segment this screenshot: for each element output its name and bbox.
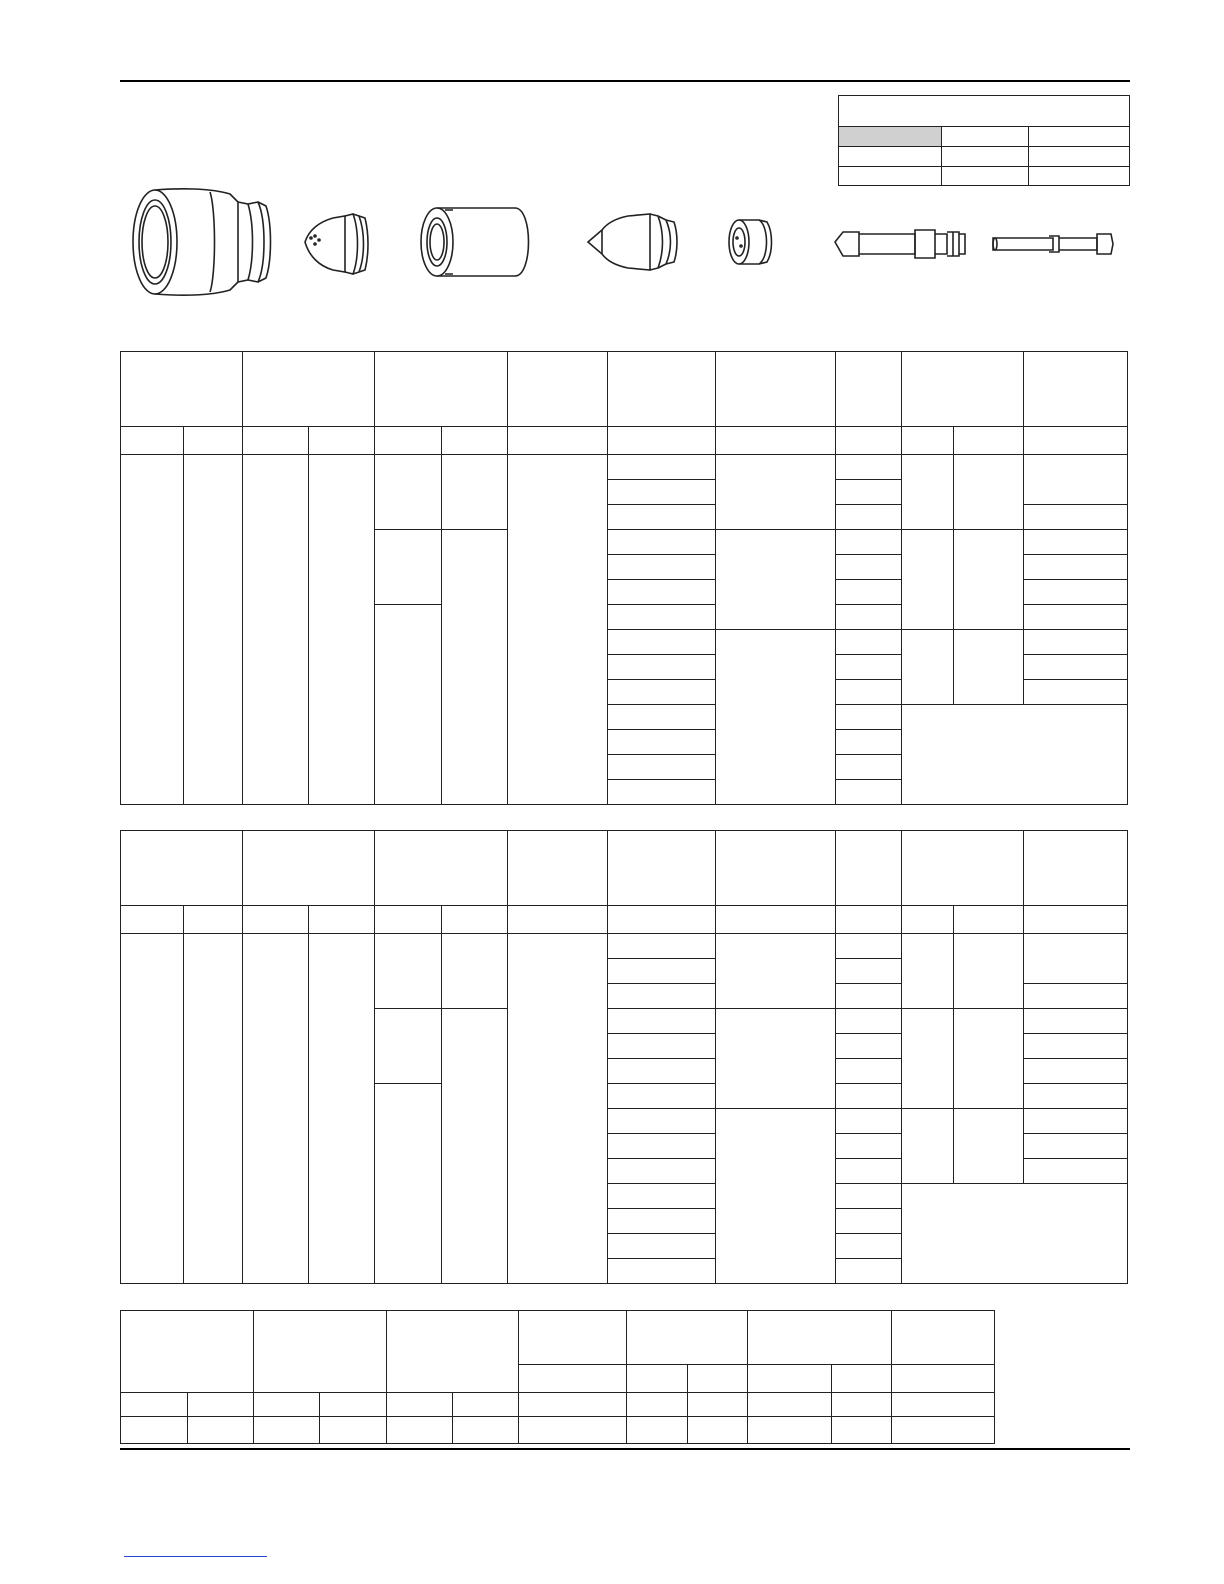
header-cell	[375, 352, 508, 427]
subheader-cell	[184, 906, 243, 934]
data-cell	[1024, 934, 1128, 984]
data-cell	[1024, 984, 1128, 1009]
data-cell	[892, 1393, 995, 1417]
legend-cell	[942, 147, 1029, 167]
data-cell	[608, 680, 716, 705]
data-cell	[836, 1209, 902, 1234]
data-cell	[836, 1159, 902, 1184]
header-cell	[608, 831, 716, 906]
header-cell	[508, 352, 608, 427]
data-cell	[608, 1259, 716, 1284]
data-cell	[442, 1009, 508, 1284]
data-cell	[608, 505, 716, 530]
data-cell	[836, 605, 902, 630]
data-cell	[902, 455, 954, 530]
header-cell	[121, 1311, 254, 1393]
header-cell	[716, 352, 836, 427]
data-cell	[836, 1009, 902, 1034]
data-cell	[608, 1159, 716, 1184]
data-cell	[254, 1393, 320, 1417]
subheader-cell	[375, 906, 442, 934]
data-cell	[1024, 455, 1128, 505]
subheader-cell	[442, 906, 508, 934]
data-cell	[836, 655, 902, 680]
swirl-ring-icon	[729, 220, 772, 264]
data-cell	[608, 780, 716, 805]
subheader-cell	[902, 427, 954, 455]
data-cell	[453, 1393, 519, 1417]
header-cell	[243, 831, 375, 906]
data-cell	[627, 1417, 688, 1444]
subheader-cell	[627, 1365, 688, 1393]
data-cell	[892, 1417, 995, 1444]
header-cell	[1024, 352, 1128, 427]
data-cell	[836, 1059, 902, 1084]
shield-cap-icon	[305, 214, 368, 274]
legend-cell	[839, 147, 942, 167]
subheader-cell	[1024, 427, 1128, 455]
data-cell	[836, 755, 902, 780]
header-cell	[1024, 831, 1128, 906]
header-rule	[120, 80, 1130, 82]
header-cell	[836, 352, 902, 427]
data-cell	[1024, 580, 1128, 605]
data-cell	[309, 934, 375, 1284]
data-cell	[902, 1109, 954, 1184]
data-cell	[836, 505, 902, 530]
header-cell	[387, 1311, 519, 1393]
data-cell	[832, 1417, 892, 1444]
data-cell	[1024, 630, 1128, 655]
data-cell	[716, 1109, 836, 1284]
data-cell	[836, 780, 902, 805]
data-cell	[1024, 1059, 1128, 1084]
data-cell	[836, 984, 902, 1009]
data-cell	[836, 730, 902, 755]
subheader-cell	[608, 906, 716, 934]
data-cell	[954, 455, 1024, 530]
subheader-cell	[832, 1365, 892, 1393]
data-cell	[1024, 530, 1128, 555]
data-cell	[608, 1059, 716, 1084]
data-cell	[1024, 555, 1128, 580]
data-cell	[608, 1209, 716, 1234]
cut-chart-table-1	[120, 351, 1128, 805]
data-cell	[1024, 1134, 1128, 1159]
data-cell	[716, 630, 836, 805]
data-cell	[243, 455, 309, 805]
data-cell	[608, 934, 716, 959]
data-cell	[184, 455, 243, 805]
header-cell	[748, 1311, 892, 1365]
data-cell	[254, 1417, 320, 1444]
legend-cell	[942, 127, 1029, 147]
subheader-cell	[121, 427, 184, 455]
subheader-cell	[608, 427, 716, 455]
data-cell	[608, 984, 716, 1009]
data-cell	[716, 455, 836, 530]
header-cell	[892, 1311, 995, 1365]
data-cell	[375, 934, 442, 1009]
data-cell	[1024, 1109, 1128, 1134]
data-cell	[836, 1084, 902, 1109]
data-cell	[608, 959, 716, 984]
footer-link-underline[interactable]	[124, 1556, 267, 1557]
legend-table	[838, 95, 1130, 186]
data-cell	[836, 1034, 902, 1059]
data-cell	[954, 934, 1024, 1009]
data-cell	[902, 1009, 954, 1109]
header-cell	[508, 831, 608, 906]
data-cell	[716, 530, 836, 630]
nozzle-icon	[588, 214, 677, 270]
data-cell-empty-block	[902, 1184, 1128, 1284]
data-cell	[954, 1009, 1024, 1109]
data-cell	[188, 1417, 254, 1444]
legend-cell	[1029, 147, 1130, 167]
data-cell	[608, 555, 716, 580]
data-cell	[608, 1009, 716, 1034]
header-cell	[836, 831, 902, 906]
data-cell	[121, 934, 184, 1284]
data-cell	[608, 730, 716, 755]
subheader-cell	[309, 427, 375, 455]
data-cell	[121, 1393, 188, 1417]
data-cell	[1024, 605, 1128, 630]
data-cell	[387, 1393, 453, 1417]
data-cell	[954, 530, 1024, 630]
data-cell	[836, 1234, 902, 1259]
subheader-cell	[375, 427, 442, 455]
data-cell	[836, 680, 902, 705]
subheader-cell	[954, 427, 1024, 455]
data-cell	[608, 1034, 716, 1059]
data-cell	[902, 934, 954, 1009]
cut-chart-table-2	[120, 830, 1128, 1284]
data-cell	[184, 934, 243, 1284]
header-cell	[627, 1311, 748, 1365]
data-cell	[508, 934, 608, 1284]
data-cell	[375, 455, 442, 530]
subheader-cell	[688, 1365, 748, 1393]
data-cell	[608, 605, 716, 630]
data-cell	[608, 480, 716, 505]
data-cell	[902, 530, 954, 630]
data-cell	[608, 1234, 716, 1259]
data-cell	[1024, 505, 1128, 530]
subheader-cell	[442, 427, 508, 455]
data-cell	[832, 1393, 892, 1417]
data-cell	[836, 705, 902, 730]
subheader-cell	[716, 906, 836, 934]
data-cell	[836, 530, 902, 555]
data-cell	[608, 455, 716, 480]
data-cell	[243, 934, 309, 1284]
data-cell	[836, 580, 902, 605]
electrode-icon	[835, 230, 965, 258]
data-cell	[716, 934, 836, 1009]
subheader-cell	[954, 906, 1024, 934]
shield-icon	[133, 189, 271, 295]
data-cell	[375, 1009, 442, 1084]
data-cell	[309, 455, 375, 805]
data-cell	[1024, 1084, 1128, 1109]
data-cell	[608, 580, 716, 605]
data-cell	[608, 755, 716, 780]
data-cell	[836, 1134, 902, 1159]
data-cell	[375, 530, 442, 605]
data-cell	[519, 1417, 627, 1444]
data-cell	[121, 455, 184, 805]
data-cell	[836, 1109, 902, 1134]
data-cell	[836, 455, 902, 480]
data-cell	[1024, 1034, 1128, 1059]
subheader-cell	[121, 906, 184, 934]
header-cell	[243, 352, 375, 427]
legend-cell-highlight	[839, 127, 942, 147]
subheader-cell	[243, 427, 309, 455]
data-cell	[608, 630, 716, 655]
header-cell	[519, 1311, 627, 1365]
data-cell	[320, 1393, 387, 1417]
data-cell	[453, 1417, 519, 1444]
header-cell	[254, 1311, 387, 1393]
footer-rule	[120, 1448, 1130, 1450]
data-cell	[748, 1417, 832, 1444]
data-cell	[688, 1393, 748, 1417]
data-cell	[1024, 655, 1128, 680]
data-cell	[375, 1084, 442, 1284]
data-cell	[836, 1184, 902, 1209]
data-cell	[442, 934, 508, 1009]
data-cell	[608, 1184, 716, 1209]
retaining-cap-icon	[421, 208, 529, 276]
header-cell	[121, 352, 243, 427]
data-cell	[836, 934, 902, 959]
data-cell-empty-block	[902, 705, 1128, 805]
header-cell	[902, 831, 1024, 906]
header-cell	[716, 831, 836, 906]
subheader-cell	[184, 427, 243, 455]
data-cell	[519, 1393, 627, 1417]
subheader-cell	[716, 427, 836, 455]
bevel-table	[120, 1310, 995, 1444]
header-cell	[608, 352, 716, 427]
data-cell	[375, 605, 442, 805]
subheader-cell	[508, 906, 608, 934]
subheader-cell	[892, 1365, 995, 1393]
data-cell	[954, 1109, 1024, 1184]
data-cell	[1024, 680, 1128, 705]
data-cell	[836, 480, 902, 505]
data-cell	[608, 705, 716, 730]
data-cell	[954, 630, 1024, 705]
data-cell	[902, 630, 954, 705]
legend-cell	[1029, 127, 1130, 147]
data-cell	[627, 1393, 688, 1417]
subheader-cell	[748, 1365, 832, 1393]
data-cell	[320, 1417, 387, 1444]
legend-title	[839, 96, 1130, 127]
header-cell	[375, 831, 508, 906]
data-cell	[836, 1259, 902, 1284]
data-cell	[608, 1084, 716, 1109]
data-cell	[608, 1109, 716, 1134]
data-cell	[1024, 1009, 1128, 1034]
data-cell	[748, 1393, 832, 1417]
data-cell	[688, 1417, 748, 1444]
data-cell	[836, 630, 902, 655]
data-cell	[608, 1134, 716, 1159]
data-cell	[716, 1009, 836, 1109]
data-cell	[188, 1393, 254, 1417]
data-cell	[1024, 1159, 1128, 1184]
data-cell	[608, 530, 716, 555]
data-cell	[442, 455, 508, 530]
water-tube-icon	[993, 234, 1113, 254]
header-cell	[121, 831, 243, 906]
data-cell	[387, 1417, 453, 1444]
subheader-cell	[1024, 906, 1128, 934]
subheader-cell	[309, 906, 375, 934]
subheader-cell	[836, 906, 902, 934]
subheader-cell	[243, 906, 309, 934]
data-cell	[121, 1417, 188, 1444]
consumable-parts-illustration	[120, 180, 1130, 310]
header-cell	[902, 352, 1024, 427]
subheader-cell	[836, 427, 902, 455]
subheader-cell	[519, 1365, 627, 1393]
subheader-cell	[508, 427, 608, 455]
data-cell	[508, 455, 608, 805]
data-cell	[836, 555, 902, 580]
data-cell	[836, 959, 902, 984]
subheader-cell	[902, 906, 954, 934]
data-cell	[608, 655, 716, 680]
data-cell	[442, 530, 508, 805]
